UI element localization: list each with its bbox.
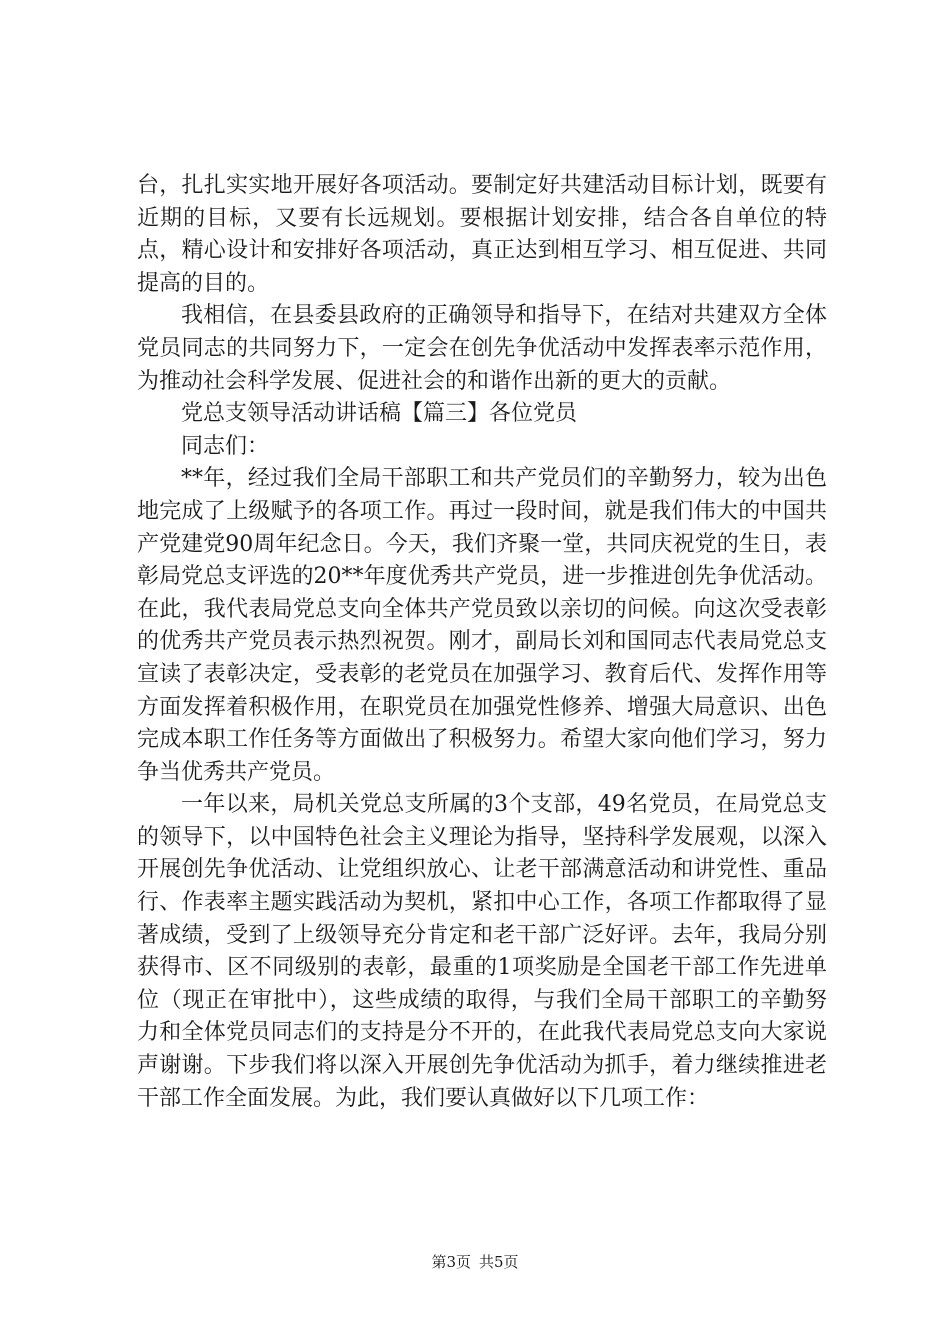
paragraph-6: 一年以来，局机关党总支所属的3个支部，49名党员，在局党总支的领导下，以中国特色社会主义理论为指导，坚持科学发展观，以深入开展创先争优活动、让党组织放心、让老干部满意活动和讲党性、重品行、作表率主题实践活动为契机，紧扣中心工作，各项工作都取得了显著成绩，受到了上级领导充分肯定和老干部广泛好评。去年，我局分别获得市、区不同级别的表彰，最重的1项奖励是全国老干部工作先进单位（现正在审批中），这些成绩的取得，与我们全局干部职工的辛勤努力和全体党员同志们的支持是分不开的，在此我代表局党总支向大家说声谢谢。下步我们将以深入开展创先争优活动为抓手，着力继续推进老干部工作全面发展。为此，我们要认真做好以下几项工作： (137, 792, 827, 1111)
salutation: 同志们： (181, 433, 270, 459)
paragraph-5: **年，经过我们全局干部职工和共产党员们的辛勤努力，较为出色地完成了上级赋予的各项工作。再过一段时间，就是我们伟大的中国共产党建党90周年纪念日。今天，我们齐聚一堂，共同庆祝党的生日，表彰局党总支评选的20**年度优秀共产党员，进一步推进创先争优活动。在此，我代表局党总支向全体共产党员致以亲切的问候。向这次受表彰的优秀共产党员表示热烈祝贺。刚才，副局长刘和国同志代表局党总支宣读了表彰决定，受表彰的老党员在加强学习、教育后代、发挥作用等方面发挥着积极作用，在职党员在加强党性修养、增强大局意识、出色完成本职工作任务等方面做出了积极努力。希望大家向他们学习，努力争当优秀共产党员。 (137, 466, 827, 785)
page-footer (0, 1252, 950, 1272)
page-total: 共5页 (479, 1253, 519, 1271)
paragraph-2: 我相信，在县委县政府的正确领导和指导下，在结对共建双方全体党员同志的共同努力下，一定会在创先争优活动中发挥表率示范作用，为推动社会科学发展、促进社会的和谐作出新的更大的贡献。 (137, 303, 827, 394)
document-body (137, 170, 827, 1115)
page-number: 第3页 (431, 1253, 471, 1271)
paragraph-1: 台，扎扎实实地开展好各项活动。要制定好共建活动目标计划，既要有近期的目标，又要有长远规划。要根据计划安排，结合各自单位的特点，精心设计和安排好各项活动，真正达到相互学习、相互促进、共同提高的目的。 (137, 173, 827, 296)
section-heading: 党总支领导活动讲话稿【篇三】各位党员 (181, 401, 578, 427)
